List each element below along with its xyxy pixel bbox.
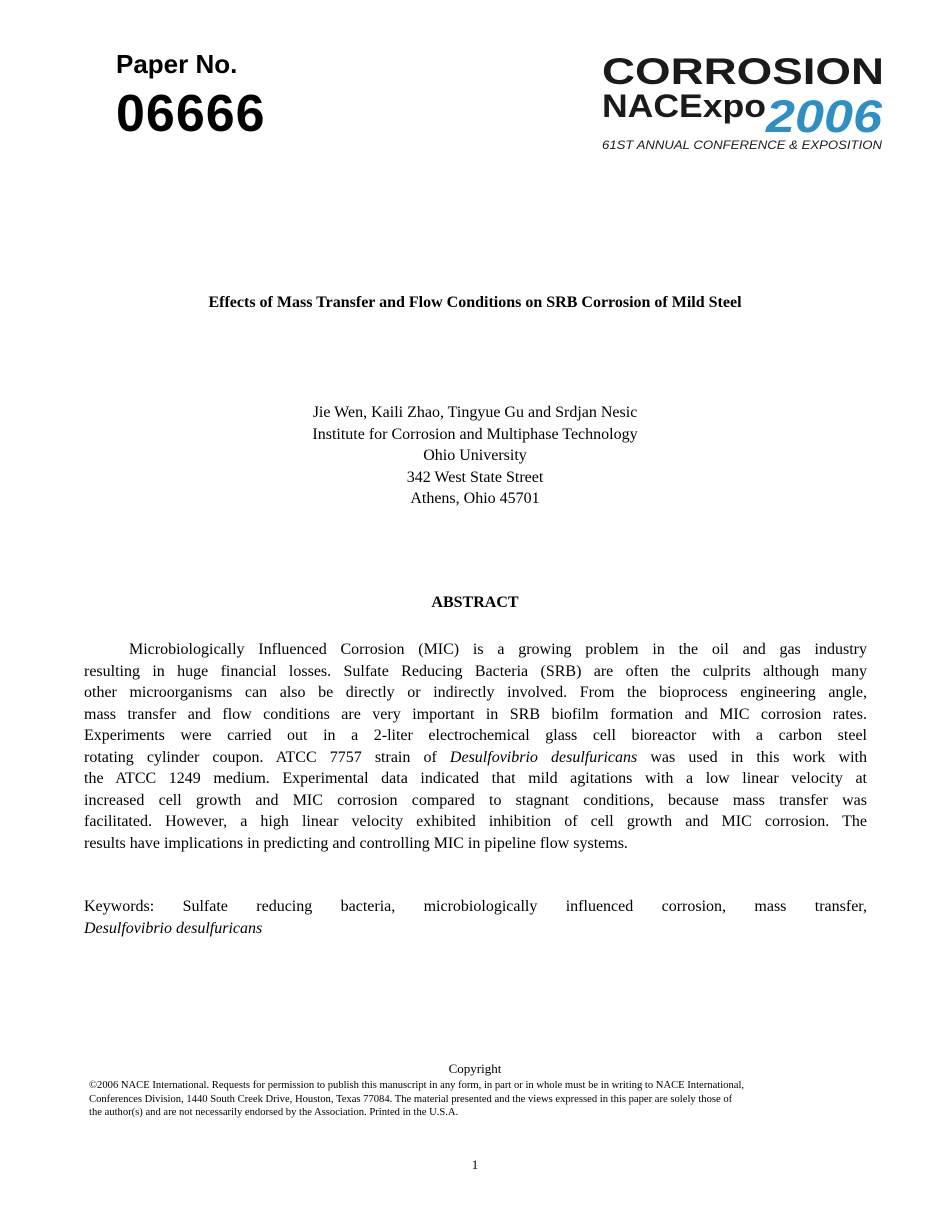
abstract-paragraph bbox=[84, 639, 867, 854]
copyright-heading: Copyright bbox=[448, 1061, 502, 1076]
keywords-species-line bbox=[84, 918, 867, 940]
logo-year-text: 2006 bbox=[764, 91, 884, 142]
abstract-heading: ABSTRACT bbox=[431, 594, 519, 611]
page-number: 1 bbox=[471, 1157, 479, 1172]
copyright-line: Conferences Division, 1440 South Creek Drive, Houston, Texas 77084. The material presented and the views expressed in this paper are solely those of bbox=[89, 1093, 733, 1105]
copyright-notice bbox=[89, 1079, 869, 1120]
abstract-line: resulting in huge financial losses. Sulfate Reducing Bacteria (SRB) are often the culprits although many bbox=[84, 662, 867, 680]
street-line: 342 West State Street bbox=[406, 468, 544, 486]
copyright-line: ©2006 NACE International. Requests for permission to publish this manuscript in any form, in part or in whole must be in writing to NACE International, bbox=[89, 1080, 745, 1091]
abstract-line: other microorganisms can also be directly or indirectly involved. From the bioprocess engineering angle, bbox=[84, 684, 867, 701]
copyright-line: the author(s) and are not necessarily endorsed by the Association. Printed in the U.S.A. bbox=[89, 1107, 459, 1118]
abstract-line: increased cell growth and MIC corrosion compared to stagnant conditions, because mass transfer was bbox=[84, 791, 867, 809]
abstract-line: Experiments were carried out in a 2-liter electrochemical glass cell bioreactor with a carbon steel bbox=[84, 727, 867, 744]
keywords-line: Keywords: Sulfate reducing bacteria, microbiologically influenced corrosion, mass transfer, bbox=[84, 898, 867, 915]
paper-title: Effects of Mass Transfer and Flow Conditions on SRB Corrosion of Mild Steel bbox=[208, 294, 742, 311]
keywords-block bbox=[84, 896, 867, 939]
logo-nacexpo-text: NACExpo bbox=[602, 88, 766, 124]
abstract-text-segment: rotating cylinder coupon. ATCC 7757 strain of bbox=[84, 748, 450, 766]
species-name: Desulfovibrio desulfuricans bbox=[449, 748, 638, 766]
logo-subtitle-text: 61ST ANNUAL CONFERENCE & EXPOSITION bbox=[602, 140, 883, 152]
university-line: Ohio University bbox=[423, 447, 527, 464]
city-line: Athens, Ohio 45701 bbox=[410, 490, 540, 507]
abstract-line: results have implications in predicting and controlling MIC in pipeline flow systems. bbox=[84, 834, 628, 852]
corrosion-nacexpo-2006-logo bbox=[598, 56, 888, 156]
logo-corrosion-text: CORROSION bbox=[602, 56, 884, 92]
paper-number: 06666 bbox=[116, 85, 266, 143]
abstract-line-with-species bbox=[84, 747, 867, 769]
abstract-line: Microbiologically Influenced Corrosion (MIC) is a growing problem in the oil and gas industry bbox=[129, 641, 867, 658]
abstract-line: facilitated. However, a high linear velocity exhibited inhibition of cell growth and MIC corrosion. The bbox=[84, 813, 867, 830]
author-affiliation-block bbox=[0, 402, 950, 510]
authors-line: Jie Wen, Kaili Zhao, Tingyue Gu and Srdjan Nesic bbox=[312, 404, 638, 421]
abstract-text-segment: was used in this work with bbox=[637, 748, 867, 766]
abstract-line: the ATCC 1249 medium. Experimental data indicated that mild agitations with a low linear velocity at bbox=[84, 770, 867, 787]
paper-label: Paper No. bbox=[116, 49, 238, 79]
abstract-line: mass transfer and flow conditions are very important in SRB biofilm formation and MIC corrosion rates. bbox=[84, 705, 867, 723]
keywords-species-name: Desulfovibrio desulfuricans bbox=[84, 919, 263, 937]
institute-line: Institute for Corrosion and Multiphase Technology bbox=[312, 425, 638, 443]
